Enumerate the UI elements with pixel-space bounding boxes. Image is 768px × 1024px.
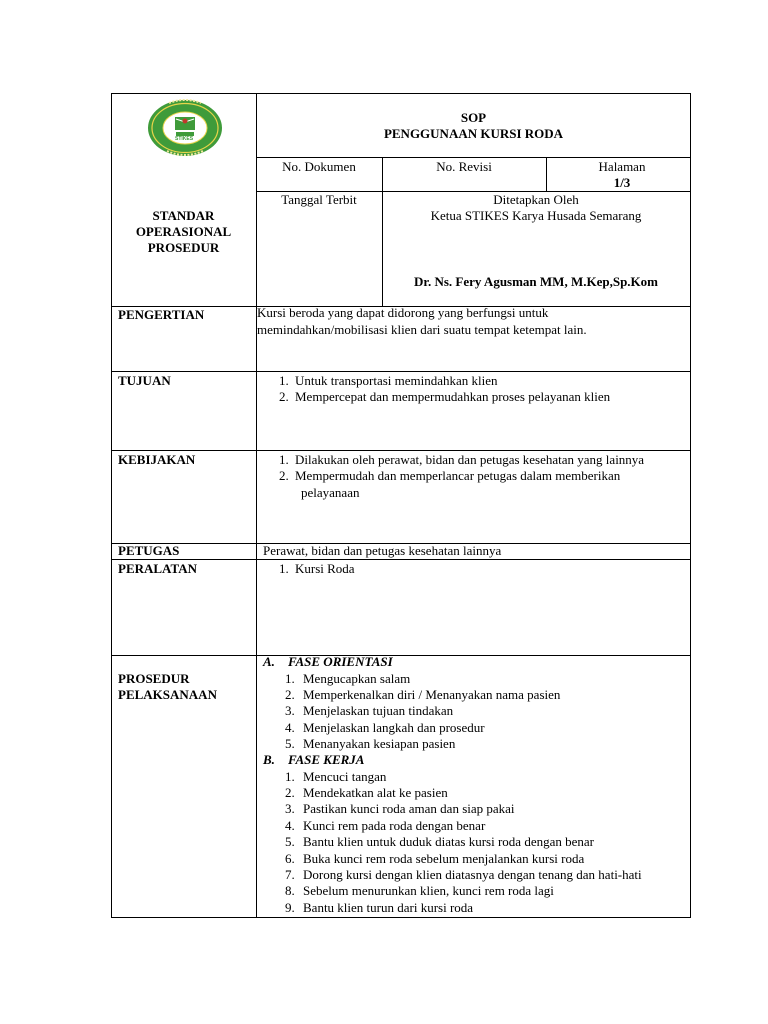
logo-label: STIKES	[175, 136, 194, 142]
list-item: 6. Buka kunci rem roda sebelum menjalankan kursi roda	[285, 850, 585, 866]
no-dokumen-label: No. Dokumen	[282, 159, 356, 174]
sop-left-title-1: STANDAR	[152, 208, 215, 223]
list-item-continuation: pelayanaan	[301, 484, 360, 500]
prosedur-label-1: PROSEDUR	[118, 671, 190, 686]
petugas-text: Perawat, bidan dan petugas kesehatan lainnya	[263, 543, 502, 558]
document-title: SOP	[460, 110, 487, 125]
list-item: 2. Mendekatkan alat ke pasien	[285, 784, 448, 800]
kebijakan-label: KEBIJAKAN	[118, 452, 196, 467]
list-item: 3. Pastikan kunci roda aman dan siap pakai	[285, 801, 515, 817]
list-item: 7. Dorong kursi dengan klien diatasnya dengan tenang dan hati-hati	[285, 866, 642, 882]
phase-b-letter: B.	[263, 752, 275, 767]
list-item: 8. Sebelum menurunkan klien, kunci rem roda lagi	[285, 883, 554, 899]
pengertian-line-2: memindahkan/mobilisasi klien dari suatu tempat ketempat lain.	[257, 322, 587, 337]
phase-a-list	[257, 671, 560, 753]
halaman-label: Halaman	[598, 159, 646, 174]
list-item: 1. Kursi Roda	[279, 561, 355, 576]
petugas-label: PETUGAS	[118, 543, 180, 558]
tujuan-list	[257, 373, 610, 406]
list-item: 5. Bantu klien untuk duduk diatas kursi roda dengan benar	[285, 834, 594, 850]
pengertian-label: PENGERTIAN	[118, 307, 205, 322]
halaman-value: 1/3	[613, 175, 631, 190]
peralatan-list	[257, 561, 355, 577]
list-item: 1. Mencuci tangan	[285, 768, 387, 784]
table-border-top	[111, 93, 691, 94]
row-divider-prosedur	[111, 655, 691, 656]
peralatan-label: PERALATAN	[118, 561, 197, 576]
list-item: 2. Memperkenalkan diri / Menanyakan nama pasien	[285, 686, 561, 702]
ditetapkan-label: Ditetapkan Oleh	[493, 192, 579, 207]
table-border-right	[690, 93, 691, 917]
institution-logo	[147, 99, 223, 157]
list-item: 2. Mempermudah dan memperlancar petugas dalam memberikan	[279, 468, 621, 484]
stikes-seal-icon	[147, 99, 223, 157]
pengertian-line-1: Kursi beroda yang dapat didorong yang berfungsi untuk	[257, 305, 549, 320]
table-border-bottom	[111, 917, 691, 918]
signatory-name: Dr. Ns. Fery Agusman MM, M.Kep,Sp.Kom	[414, 274, 658, 289]
row-divider-tujuan	[111, 371, 691, 372]
phase-a-letter: A.	[263, 654, 275, 669]
list-item: 4. Kunci rem pada roda dengan benar	[285, 817, 486, 833]
list-item: 4. Menjelaskan langkah dan prosedur	[285, 719, 485, 735]
phase-b-list	[257, 769, 642, 917]
phase-a-title: FASE ORIENTASI	[288, 654, 393, 669]
row-divider-kebijakan	[111, 450, 691, 451]
document-subtitle: PENGGUNAAN KURSI RODA	[383, 126, 564, 141]
list-item: 3. Menjelaskan tujuan tindakan	[285, 703, 454, 719]
tanggal-terbit-label: Tanggal Terbit	[281, 192, 357, 207]
phase-b-title: FASE KERJA	[288, 752, 365, 767]
list-item: 1. Dilakukan oleh perawat, bidan dan petugas kesehatan yang lainnya	[279, 452, 645, 467]
row-divider-peralatan	[111, 559, 691, 560]
ditetapkan-by: Ketua STIKES Karya Husada Semarang	[430, 208, 642, 223]
list-item: 1. Untuk transportasi memindahkan klien	[279, 373, 498, 388]
list-item: 9. Bantu klien turun dari kursi roda	[285, 899, 474, 915]
sop-left-title-2: OPERASIONAL	[135, 224, 232, 239]
sop-left-title-3: PROSEDUR	[147, 240, 220, 255]
list-item: 5. Menanyakan kesiapan pasien	[285, 736, 456, 752]
prosedur-label-2: PELAKSANAAN	[118, 687, 217, 702]
header-divider-1	[256, 157, 690, 158]
kebijakan-list	[257, 452, 644, 501]
tujuan-label: TUJUAN	[118, 373, 171, 388]
list-item: 2. Mempercepat dan mempermudahkan proses pelayanan klien	[279, 389, 611, 405]
no-revisi-label: No. Revisi	[436, 159, 492, 174]
list-item: 1. Mengucapkan salam	[285, 670, 411, 686]
